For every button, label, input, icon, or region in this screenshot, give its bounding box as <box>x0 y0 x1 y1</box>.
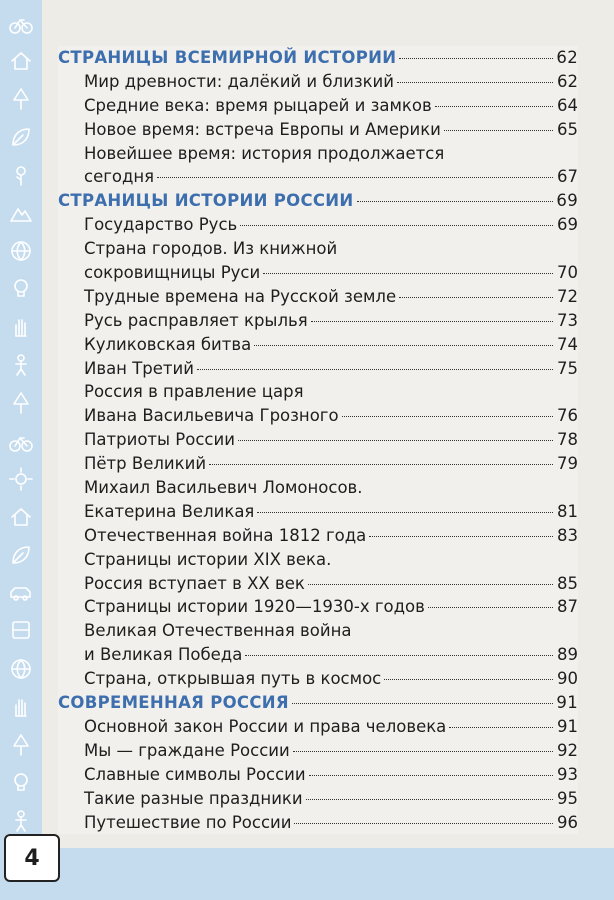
dot-leader <box>240 225 553 226</box>
toc-title: Трудные времена на Русской земле <box>84 286 397 306</box>
leaf-icon <box>6 540 36 570</box>
toc-title: и Великая Победа <box>84 645 243 665</box>
toc-page-number: 69 <box>557 215 578 235</box>
toc-title: Иван Третий <box>84 358 194 378</box>
toc-title: Славные символы России <box>84 764 306 784</box>
toc-title: Великая Отечественная война <box>84 621 352 641</box>
toc-entry <box>58 333 578 357</box>
toc-entry <box>58 787 578 811</box>
toc-title: Мир древности: далёкий и близкий <box>84 71 395 91</box>
toc-entry <box>58 667 578 691</box>
toc-page-number: 74 <box>557 334 578 354</box>
toc-page-number: 90 <box>557 669 578 689</box>
toc-entry <box>58 261 578 285</box>
dot-leader <box>399 297 553 298</box>
toc-title: Отечественная война 1812 года <box>84 525 367 545</box>
toc-section-heading <box>58 691 578 715</box>
person-icon <box>6 806 36 836</box>
page-number: 4 <box>4 834 60 882</box>
dot-leader <box>157 177 553 178</box>
toc-page-number: 75 <box>557 358 578 378</box>
toc-entry <box>58 739 578 763</box>
dot-leader <box>209 464 553 465</box>
toc-entry <box>58 476 578 500</box>
flower-icon <box>6 160 36 190</box>
toc-page-number: 67 <box>557 167 578 187</box>
toc-page-number: 62 <box>557 71 578 91</box>
toc-page-number: 73 <box>557 310 578 330</box>
toc-title: Страна, открывшая путь в космос <box>84 669 382 689</box>
dot-leader <box>292 703 553 704</box>
globe-icon <box>6 654 36 684</box>
toc-title: Средние века: время рыцарей и замков <box>84 95 432 115</box>
toc-page-number: 79 <box>557 454 578 474</box>
decorative-bottom-strip <box>0 848 614 900</box>
dot-leader <box>309 775 553 776</box>
toc-title: Ивана Васильевича Грозного <box>84 406 339 426</box>
toc-page-number: 91 <box>556 693 578 713</box>
decorative-side-strip <box>0 0 42 900</box>
toc-page-number: 76 <box>557 406 578 426</box>
toc-entry <box>58 548 578 572</box>
toc-page-number: 81 <box>557 501 578 521</box>
toc-title: Основной закон России и права человека <box>84 716 447 736</box>
dot-leader <box>444 130 553 131</box>
toc-entry <box>58 94 578 118</box>
hand-icon <box>6 312 36 342</box>
dot-leader <box>357 201 553 202</box>
dot-leader <box>342 416 553 417</box>
toc-title: Новейшее время: история продолжается <box>84 143 445 163</box>
toc-title: СТРАНИЦЫ ИСТОРИИ РОССИИ <box>58 191 354 211</box>
toc-title: Россия вступает в XX век <box>84 573 305 593</box>
toc-entry <box>58 811 578 835</box>
toc-entry <box>58 715 578 739</box>
toc-entry <box>58 500 578 524</box>
dot-leader <box>263 273 553 274</box>
table-of-contents <box>58 46 578 834</box>
toc-title: Такие разные праздники <box>84 788 303 808</box>
toc-page-number: 62 <box>556 48 578 67</box>
dot-leader <box>306 799 553 800</box>
toc-page-number: 96 <box>557 812 578 832</box>
dot-leader <box>384 679 553 680</box>
toc-page-number: 65 <box>557 119 578 139</box>
dot-leader <box>308 584 553 585</box>
toc-entry <box>58 428 578 452</box>
toc-page-number: 85 <box>557 573 578 593</box>
leaf-icon <box>6 122 36 152</box>
toc-entry <box>58 452 578 476</box>
toc-page-number: 83 <box>557 525 578 545</box>
toc-title: Мы — граждане России <box>84 740 290 760</box>
dot-leader <box>311 321 553 322</box>
toc-entry <box>58 572 578 596</box>
toc-title: сокровищницы Руси <box>84 263 261 283</box>
lamp-icon <box>6 274 36 304</box>
car-icon <box>6 578 36 608</box>
toc-entry <box>58 524 578 548</box>
toc-title: СТРАНИЦЫ ВСЕМИРНОЙ ИСТОРИИ <box>58 48 397 67</box>
toc-entry <box>58 165 578 189</box>
toc-title: Куликовская битва <box>84 334 252 354</box>
toc-section-heading <box>58 46 578 70</box>
toc-page-number: 70 <box>557 263 578 283</box>
toc-title: Страницы истории XIX века. <box>84 549 332 569</box>
toc-title: Екатерина Великая <box>84 501 255 521</box>
toc-title: Страницы истории 1920—1930-х годов <box>84 597 425 617</box>
bicycle-icon <box>6 426 36 456</box>
dot-leader <box>257 512 553 513</box>
toc-title: Россия в правление царя <box>84 382 304 402</box>
toc-entry <box>58 404 578 428</box>
toc-page-number: 95 <box>557 788 578 808</box>
toc-page-number: 89 <box>557 645 578 665</box>
lamp-icon <box>6 768 36 798</box>
toc-title: СОВРЕМЕННАЯ РОССИЯ <box>58 693 289 713</box>
toc-title: сегодня <box>84 167 155 187</box>
toc-entry <box>58 285 578 309</box>
dot-leader <box>449 727 553 728</box>
toc-entry <box>58 142 578 166</box>
tree-icon <box>6 84 36 114</box>
dot-leader <box>428 607 553 608</box>
bus-icon <box>6 616 36 646</box>
mountain-icon <box>6 198 36 228</box>
toc-entry <box>58 213 578 237</box>
toc-page-number: 64 <box>557 95 578 115</box>
toc-page-number: 92 <box>557 740 578 760</box>
toc-title: Страна городов. Из книжной <box>84 239 338 259</box>
dot-leader <box>245 655 553 656</box>
dot-leader <box>294 823 553 824</box>
dot-leader <box>369 536 553 537</box>
toc-page-number: 78 <box>557 430 578 450</box>
dot-leader <box>435 106 553 107</box>
dot-leader <box>238 440 553 441</box>
person-icon <box>6 350 36 380</box>
toc-entry <box>58 70 578 94</box>
toc-entry <box>58 357 578 381</box>
toc-page-number: 93 <box>557 764 578 784</box>
toc-entry <box>58 118 578 142</box>
toc-page-number: 69 <box>556 191 578 211</box>
toc-section-heading <box>58 189 578 213</box>
globe-icon <box>6 236 36 266</box>
toc-title: Государство Русь <box>84 215 238 235</box>
toc-entry <box>58 643 578 667</box>
dot-leader <box>197 369 553 370</box>
toc-title: Патриоты России <box>84 430 235 450</box>
toc-title: Путешествие по России <box>84 812 292 832</box>
toc-entry <box>58 763 578 787</box>
house-icon <box>6 46 36 76</box>
toc-title: Русь расправляет крылья <box>84 310 308 330</box>
toc-entry <box>58 619 578 643</box>
tree-icon <box>6 388 36 418</box>
toc-title: Новое время: встреча Европы и Америки <box>84 119 441 139</box>
dot-leader <box>399 58 553 59</box>
house-icon <box>6 502 36 532</box>
tree-icon <box>6 730 36 760</box>
dot-leader <box>397 82 553 83</box>
dot-leader <box>293 751 553 752</box>
toc-title: Михаил Васильевич Ломоносов. <box>84 478 363 498</box>
hand-icon <box>6 692 36 722</box>
toc-entry <box>58 237 578 261</box>
bicycle-icon <box>6 8 36 38</box>
toc-page-number: 72 <box>557 286 578 306</box>
toc-entry <box>58 595 578 619</box>
dot-leader <box>254 345 553 346</box>
toc-page-number: 91 <box>557 716 578 736</box>
toc-entry <box>58 380 578 404</box>
toc-entry <box>58 309 578 333</box>
toc-title: Пётр Великий <box>84 454 207 474</box>
sun-icon <box>6 464 36 494</box>
toc-page-number: 87 <box>557 597 578 617</box>
